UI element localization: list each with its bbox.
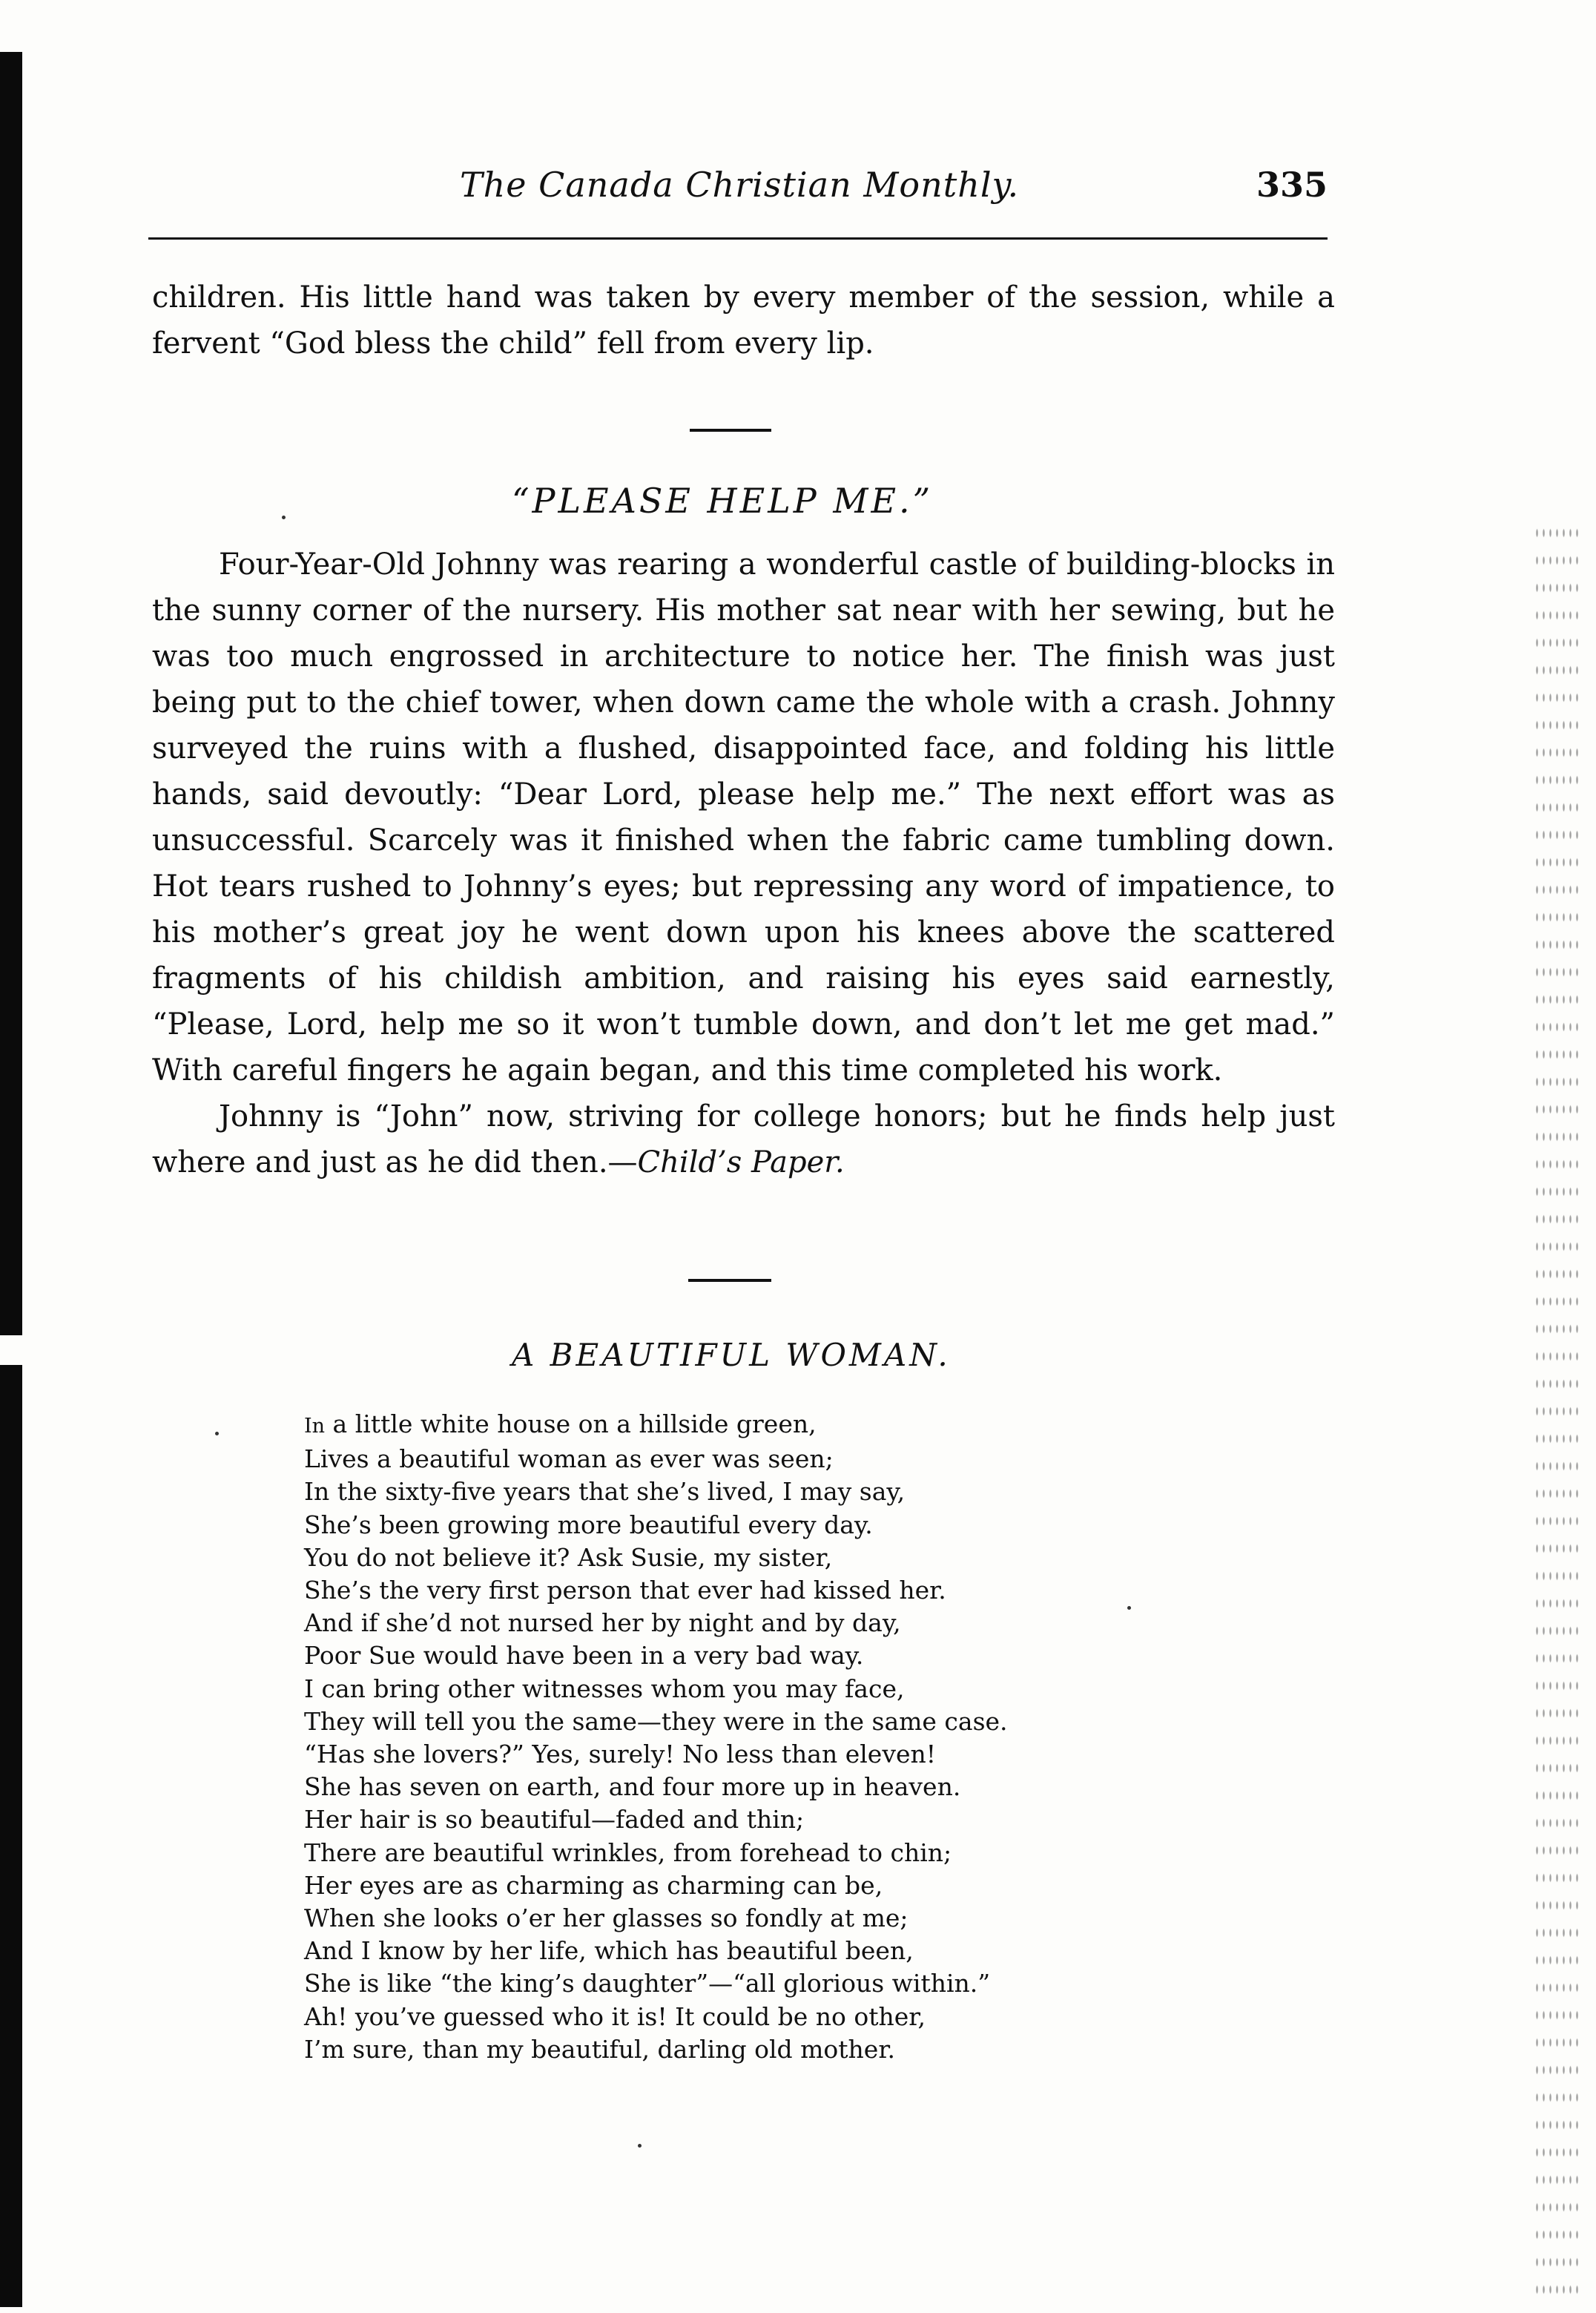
poem-line: She’s the very first person that ever had kissed her.: [304, 1576, 946, 1605]
poem-line: “Has she lovers?” Yes, surely! No less than eleven!: [304, 1740, 937, 1769]
header-rule: [148, 237, 1328, 240]
poem-line: In the sixty-five years that she’s lived, I may say,: [304, 1477, 906, 1507]
poem-line: You do not believe it? Ask Susie, my sister,: [304, 1542, 833, 1572]
continued-paragraph: [152, 274, 1335, 366]
story-closing-text: Johnny is “John” now, striving for college honors; but he finds help just where and just as he did then.—: [152, 1099, 1335, 1179]
poem-body: [304, 1408, 1268, 2066]
page-number: 335: [1256, 165, 1328, 205]
section-divider-2: [688, 1279, 771, 1282]
page-edge-speckle: [1534, 519, 1578, 2300]
poem-line: And I know by her life, which has beautiful been,: [304, 1936, 914, 1966]
poem-line: I’m sure, than my beautiful, darling old mother.: [304, 2034, 895, 2064]
poem-line: And if she’d not nursed her by night and by day,: [304, 1608, 901, 1638]
poem-line: Her hair is so beautiful—faded and thin;: [304, 1805, 805, 1835]
ink-speck: [1127, 1606, 1131, 1610]
poem-line: When she looks o’er her glasses so fondly at me;: [304, 1904, 909, 1933]
running-header: [148, 165, 1328, 217]
poem-line: She has seven on earth, and four more up in heaven.: [304, 1772, 961, 1802]
poem-line: She is like “the king’s daughter”—“all glorious within.”: [304, 1969, 991, 1998]
poem-line: There are beautiful wrinkles, from forehead to chin;: [304, 1837, 952, 1867]
poem-line: Lives a beautiful woman as ever was seen;: [304, 1444, 834, 1474]
poem-first-line-rest: a little white house on a hillside green,: [325, 1409, 817, 1438]
ink-speck: [282, 516, 286, 519]
spine-gap: [0, 1335, 22, 1365]
section-divider-1: [690, 429, 771, 432]
ink-speck: [638, 2144, 642, 2148]
story-closing-paragraph: [152, 1093, 1335, 1185]
continued-text: children. His little hand was taken by every member of the session, while a fervent “God bless the child” fell from every lip.: [152, 280, 1335, 361]
story-paragraph: Four-Year-Old Johnny was rearing a wonderful castle of building-blocks in the sunny corner of the nursery. His mother sat near with her sewing, but he was too much engrossed in architecture to notice her. The finish was just being put to the chief tower, when down came the whole with a crash. Johnny surveyed the ruins with a flushed, disappointed face, and folding his little hands, said devoutly: “Dear Lord, please help me.” The next effort was as unsuccessful. Scarcely was it finished when the fabric came tumbling down. Hot tears rushed to Johnny’s eyes; but repressing any word of impatience, to his mother’s great joy he went down upon his knees above the scattered fragments of his childish ambition, and raising his eyes said earnestly, “Please, Lord, help me so it won’t tumble down, and don’t let me get mad.” With careful fingers he again began, and this time completed his work.: [152, 547, 1335, 1088]
story-body: [152, 542, 1335, 1185]
poem-line: Poor Sue would have been in a very bad way.: [304, 1641, 864, 1671]
poem-line: Ah! you’ve guessed who it is! It could be no other,: [304, 2001, 926, 2031]
poem-line: Her eyes are as charming as charming can be,: [304, 1870, 883, 1900]
poem-initial: In: [304, 1415, 326, 1438]
poem-line: They will tell you the same—they were in the same case.: [304, 1706, 1008, 1736]
poem-line: [304, 1408, 1268, 1443]
story-source: Child’s Paper.: [637, 1145, 845, 1179]
running-title: The Canada Christian Monthly.: [460, 165, 1020, 205]
story-title: “PLEASE HELP ME.”: [512, 481, 934, 521]
poem-line: She’s been growing more beautiful every day.: [304, 1510, 873, 1539]
book-spine-shadow: [0, 52, 22, 2307]
poem-title: A BEAUTIFUL WOMAN.: [512, 1337, 951, 1373]
poem-line: I can bring other witnesses whom you may face,: [304, 1674, 905, 1703]
ink-speck: [215, 1432, 219, 1435]
